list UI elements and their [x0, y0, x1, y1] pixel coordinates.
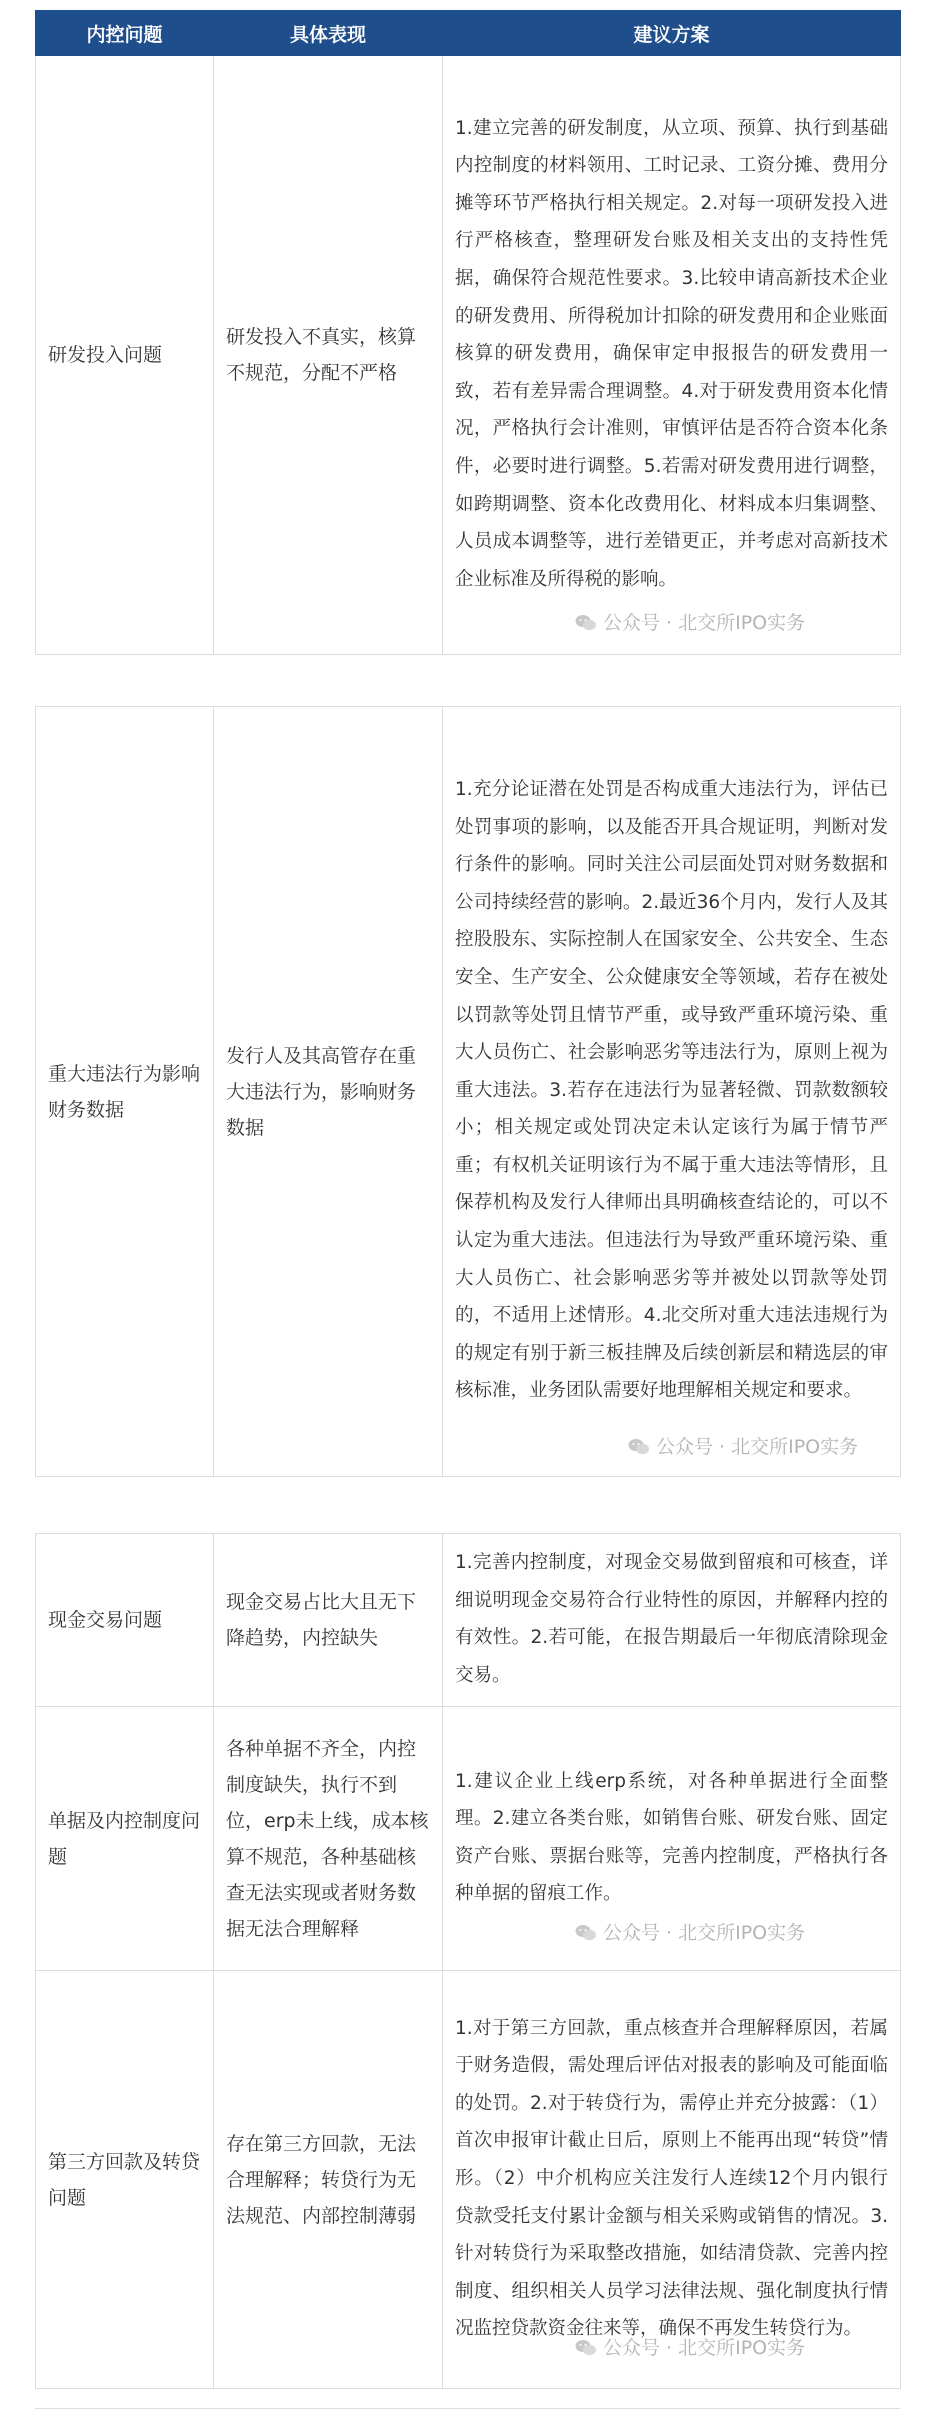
table-row [36, 1534, 901, 1707]
row-manifestation: 各种单据不齐全，内控制度缺失，执行不到位，erp未上线，成本核算不规范，各种基础核查无法实现或者财务数据无法合理解释 [214, 1707, 443, 1971]
wechat-icon [575, 1924, 597, 1942]
table-header-row [36, 11, 901, 56]
internal-control-table-part3 [35, 1533, 901, 2389]
wechat-icon [575, 2339, 597, 2357]
watermark-text: 公众号 · 北交所IPO实务 [603, 612, 806, 634]
row-issue: 第三方回款及转贷问题 [36, 1971, 214, 2389]
table-row [36, 707, 901, 1477]
header-manifestation: 具体表现 [214, 11, 443, 56]
row-issue: 现金交易问题 [36, 1534, 214, 1707]
watermark [575, 2333, 805, 2360]
next-table-edge [35, 2408, 900, 2419]
watermark-text: 公众号 · 北交所IPO实务 [603, 2337, 806, 2359]
header-recommendation: 建议方案 [443, 11, 901, 56]
row-recommendation: 1.建议企业上线erp系统，对各种单据进行全面整理。2.建立各类台账，如销售台账、研发台账、固定资产台账、票据台账等，完善内控制度，严格执行各种单据的留痕工作。 [443, 1707, 901, 1971]
row-recommendation: 1.建立完善的研发制度，从立项、预算、执行到基础内控制度的材料领用、工时记录、工资分摊、费用分摊等环节严格执行相关规定。2.对每一项研发投入进行严格核查，整理研发台账及相关支出的支持性凭据，确保符合规范性要求。3.比较申请高新技术企业的研发费用、所得税加计扣除的研发费用和企业账面核算的研发费用，确保审定申报报告的研发费用一致，若有差异需合理调整。4.对于研发费用资本化情况，严格执行会计准则，审慎评估是否符合资本化条件，必要时进行调整。5.若需对研发费用进行调整，如跨期调整、资本化改费用化、材料成本归集调整、人员成本调整等，进行差错更正，并考虑对高新技术企业标准及所得税的影响。 [443, 56, 901, 655]
watermark [628, 1432, 858, 1459]
watermark-text: 公众号 · 北交所IPO实务 [656, 1436, 859, 1458]
row-manifestation: 存在第三方回款，无法合理解释；转贷行为无法规范、内部控制薄弱 [214, 1971, 443, 2389]
internal-control-table-part2 [35, 706, 901, 1477]
row-recommendation: 1.对于第三方回款，重点核查并合理解释原因，若属于财务造假，需处理后评估对报表的影响及可能面临的处罚。2.对于转贷行为，需停止并充分披露：（1）首次申报审计截止日后，原则上不能再出现“转贷”情形。（2）中介机构应关注发行人连续12个月内银行贷款受托支付累计金额与相关采购或销售的情况。3.针对转贷行为采取整改措施，如结清贷款、完善内控制度、组织相关人员学习法律法规、强化制度执行情况监控贷款资金往来等，确保不再发生转贷行为。 [443, 1971, 901, 2389]
internal-control-table-part1 [35, 10, 901, 655]
watermark [575, 608, 805, 635]
table-row [36, 1971, 901, 2389]
row-manifestation: 现金交易占比大且无下降趋势，内控缺失 [214, 1534, 443, 1707]
row-issue: 单据及内控制度问题 [36, 1707, 214, 1971]
watermark-text: 公众号 · 北交所IPO实务 [603, 1922, 806, 1944]
row-manifestation: 发行人及其高管存在重大违法行为，影响财务数据 [214, 707, 443, 1477]
row-recommendation: 1.充分论证潜在处罚是否构成重大违法行为，评估已处罚事项的影响，以及能否开具合规证明，判断对发行条件的影响。同时关注公司层面处罚对财务数据和公司持续经营的影响。2.最近36个月内，发行人及其控股股东、实际控制人在国家安全、公共安全、生态安全、生产安全、公众健康安全等领域，若存在被处以罚款等处罚且情节严重，或导致严重环境污染、重大人员伤亡、社会影响恶劣等违法行为，原则上视为重大违法。3.若存在违法行为显著轻微、罚款数额较小；相关规定或处罚决定未认定该行为属于情节严重；有权机关证明该行为不属于重大违法等情形，且保荐机构及发行人律师出具明确核查结论的，可以不认定为重大违法。但违法行为导致严重环境污染、重大人员伤亡、社会影响恶劣等并被处以罚款等处罚的，不适用上述情形。4.北交所对重大违法违规行为的规定有别于新三板挂牌及后续创新层和精选层的审核标准，业务团队需要好地理解相关规定和要求。 [443, 707, 901, 1477]
row-recommendation: 1.完善内控制度，对现金交易做到留痕和可核查，详细说明现金交易符合行业特性的原因，并解释内控的有效性。2.若可能，在报告期最后一年彻底清除现金交易。 [443, 1534, 901, 1707]
wechat-icon [628, 1438, 650, 1456]
row-issue: 重大违法行为影响财务数据 [36, 707, 214, 1477]
watermark [575, 1918, 805, 1945]
table-row [36, 56, 901, 655]
row-issue: 研发投入问题 [36, 56, 214, 655]
wechat-icon [575, 614, 597, 632]
row-manifestation: 研发投入不真实，核算不规范，分配不严格 [214, 56, 443, 655]
header-issue: 内控问题 [36, 11, 214, 56]
